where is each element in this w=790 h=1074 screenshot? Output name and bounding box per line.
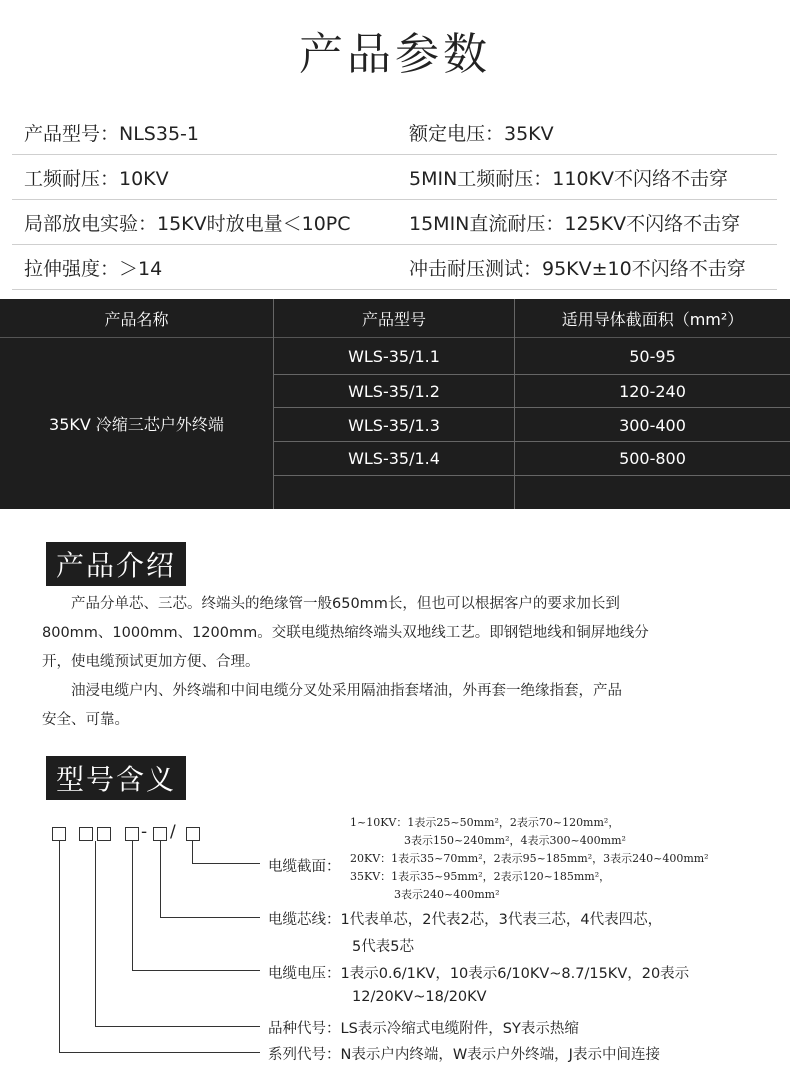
page-title: 产品参数	[299, 29, 491, 80]
separator-dash: -	[141, 822, 148, 842]
voltage-desc: 电缆电压：1表示0.6/1KV，10表示6/10KV~8.7/15KV，20表示	[268, 966, 690, 982]
params-list	[12, 110, 777, 290]
code-box-series	[52, 827, 66, 841]
product-name-cell: 35KV 冷缩三芯户外终端	[49, 415, 224, 434]
intro-line: 油浸电缆户内、外终端和中间电缆分叉处采用隔油指套堵油，外再套一绝缘指套，产品	[71, 683, 622, 699]
header-product-name: 产品名称	[104, 309, 169, 329]
table-cell-model: WLS-35/1.2	[348, 381, 440, 401]
param-row	[12, 155, 777, 200]
intro-text	[42, 590, 742, 735]
param-row	[12, 245, 777, 290]
param-rated-voltage: 额定电压：35KV	[409, 122, 554, 145]
table-cell-model: WLS-35/1.4	[348, 449, 440, 468]
series-desc: 系列代号：N表示户内终端，W表示户外终端，J表示中间连接	[268, 1047, 660, 1063]
intro-line: 800mm、1000mm、1200mm。交联电缆热缩终端头双地线工艺。即钢铠地线和铜屏地线分	[42, 625, 649, 641]
section-label: 电缆截面：	[268, 859, 341, 875]
table-cell-section: 300-400	[619, 415, 686, 435]
param-power-freq: 工频耐压：10KV	[24, 167, 169, 190]
intro-heading: 产品介绍	[46, 542, 186, 586]
param-5min-withstand: 5MIN工频耐压：110KV不闪络不击穿	[409, 167, 729, 190]
code-box-section	[186, 827, 200, 841]
header-cross-section: 适用导体截面积（mm²）	[561, 309, 744, 329]
intro-line: 开，使电缆预试更加方便、合理。	[42, 654, 260, 670]
table-cell-model: WLS-35/1.1	[348, 347, 440, 366]
model-heading: 型号含义	[46, 756, 186, 800]
param-partial-discharge: 局部放电实验：15KV时放电量＜10PC	[24, 212, 351, 235]
model-diagram	[0, 800, 790, 1074]
param-impulse: 冲击耐压测试：95KV±10不闪络不击穿	[409, 257, 746, 280]
section-desc-line: 3表示150~240mm²，4表示300~400mm²	[404, 834, 626, 847]
param-row	[12, 110, 777, 155]
param-row	[12, 200, 777, 245]
param-tensile: 拉伸强度：＞14	[24, 257, 163, 280]
table-cell-section: 50-95	[629, 347, 676, 366]
section-desc-line: 20KV：1表示35~70mm²，2表示95~185mm²，3表示240~400mm²	[350, 852, 709, 865]
intro-line: 产品分单芯、三芯。终端头的绝缘管一般650mm长，但也可以根据客户的要求加长到	[71, 596, 620, 612]
table-cell-section: 120-240	[619, 381, 686, 401]
variety-desc: 品种代号：LS表示冷缩式电缆附件，SY表示热缩	[268, 1021, 579, 1037]
intro-line: 安全、可靠。	[42, 712, 129, 728]
code-box-core	[153, 827, 167, 841]
table-cell-model: WLS-35/1.3	[348, 415, 440, 435]
section-desc-line: 35KV：1表示35~95mm²，2表示120~185mm²，	[350, 870, 611, 883]
separator-slash: /	[170, 822, 176, 842]
code-box-variety	[79, 827, 93, 841]
core-desc-cont: 5代表5芯	[352, 939, 414, 955]
param-15min-dc: 15MIN直流耐压：125KV不闪络不击穿	[409, 212, 741, 235]
section-desc-line: 1~10KV：1表示25~50mm²，2表示70~120mm²，	[350, 816, 620, 829]
table-cell-section: 500-800	[619, 449, 686, 468]
section-desc-line: 3表示240~400mm²	[394, 888, 500, 901]
spec-table	[0, 299, 790, 509]
param-model: 产品型号：NLS35-1	[24, 122, 199, 145]
core-desc: 电缆芯线：1代表单芯，2代表2芯，3代表三芯，4代表四芯，	[268, 912, 663, 928]
code-box-variety	[97, 827, 111, 841]
voltage-desc-cont: 12/20KV~18/20KV	[352, 989, 487, 1005]
code-box-voltage	[125, 827, 139, 841]
header-product-model: 产品型号	[361, 309, 426, 329]
